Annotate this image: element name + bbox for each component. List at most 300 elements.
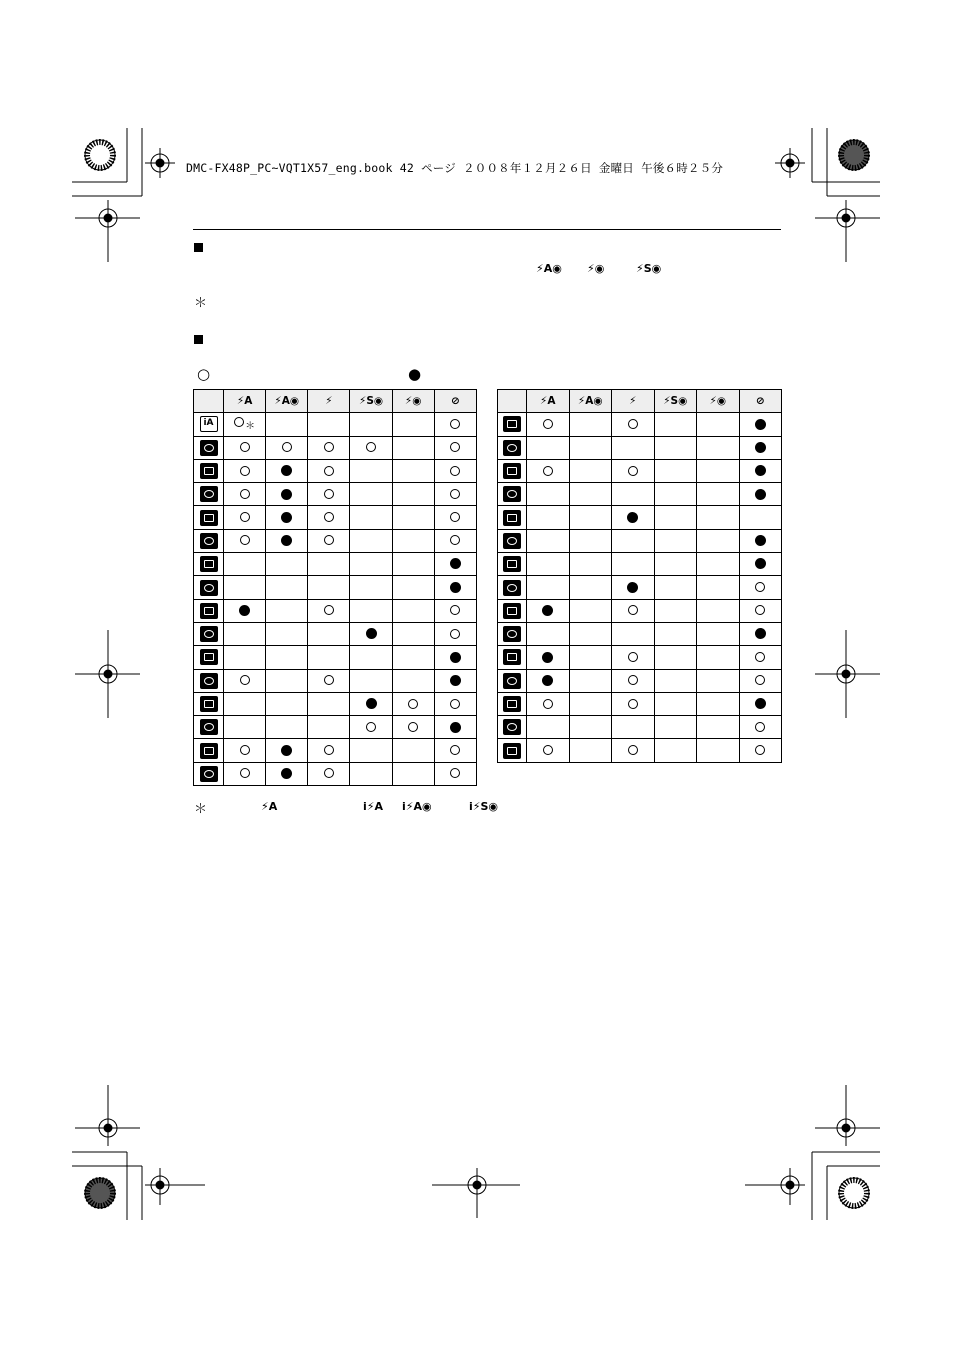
mode-cell [654, 692, 697, 715]
col-slow-sync-redeye: ⚡S◉ [654, 390, 697, 413]
soft-skin-icon [200, 486, 218, 502]
scene-cell [498, 506, 527, 529]
available-mark [324, 768, 334, 778]
available-mark [755, 722, 765, 732]
available-mark [366, 442, 376, 452]
mode-cell [224, 739, 266, 762]
available-mark [755, 652, 765, 662]
available-mark [240, 489, 250, 499]
available-mark [628, 605, 638, 615]
mode-cell [434, 599, 476, 622]
table-row [194, 436, 477, 459]
mode-cell [266, 506, 308, 529]
default-mark [450, 675, 461, 686]
legend-filled-circle: ● [408, 365, 422, 383]
mode-cell [392, 622, 434, 645]
available-mark [324, 466, 334, 476]
section-bullet [194, 243, 203, 252]
table-row [498, 506, 782, 529]
mode-cell [224, 483, 266, 506]
panorama-icon [200, 580, 218, 596]
mode-cell [266, 739, 308, 762]
scene-cell [194, 436, 224, 459]
mode-cell [350, 436, 392, 459]
scene-cell [498, 483, 527, 506]
available-mark [628, 419, 638, 429]
footnote-asterisk: ＊ [194, 802, 208, 817]
flash-right-table [497, 389, 782, 763]
mode-cell [308, 739, 350, 762]
table-row [194, 506, 477, 529]
mode-cell [350, 553, 392, 576]
table-row [194, 716, 477, 739]
mode-cell [654, 483, 697, 506]
mode-cell [739, 553, 782, 576]
mode-cell [350, 506, 392, 529]
mode-cell [224, 506, 266, 529]
scene-cell [498, 692, 527, 715]
table-row [498, 646, 782, 669]
scene-cell [194, 622, 224, 645]
available-mark [543, 466, 553, 476]
available-mark [324, 605, 334, 615]
table-row [498, 436, 782, 459]
mode-cell [697, 739, 740, 762]
table-row [498, 576, 782, 599]
available-mark [324, 442, 334, 452]
mode-cell [739, 506, 782, 529]
col-slow-sync-redeye: ⚡S◉ [350, 390, 392, 413]
food-icon [200, 673, 218, 689]
mode-cell [266, 646, 308, 669]
aerial-icon [503, 626, 521, 642]
available-mark [628, 652, 638, 662]
mode-cell [739, 622, 782, 645]
col-forced-on: ⚡ [308, 390, 350, 413]
pet-icon [503, 416, 521, 432]
available-mark [543, 745, 553, 755]
table-row [498, 599, 782, 622]
mode-cell [434, 692, 476, 715]
flash-icon-2: ⚡◉ [587, 262, 605, 275]
mode-cell [697, 436, 740, 459]
mode-cell [527, 529, 570, 552]
scene-cell [498, 599, 527, 622]
mode-cell [224, 436, 266, 459]
default-mark [450, 652, 461, 663]
table-row [194, 622, 477, 645]
portrait-icon [200, 463, 218, 479]
mode-cell [697, 622, 740, 645]
mode-cell [350, 622, 392, 645]
mode-cell [654, 529, 697, 552]
mode-cell [266, 553, 308, 576]
mode-cell [350, 483, 392, 506]
scene-cell [498, 716, 527, 739]
scene-cell [498, 622, 527, 645]
flash-burst-icon [503, 510, 521, 526]
scene-cell [194, 692, 224, 715]
mode-cell [654, 436, 697, 459]
mode-cell [527, 716, 570, 739]
mode-cell [569, 739, 612, 762]
footnote-icon-3: i⚡A◉ [402, 800, 432, 813]
scene-cell [498, 413, 527, 436]
mode-cell [739, 413, 782, 436]
scene-cell [194, 646, 224, 669]
mode-cell [569, 459, 612, 482]
high-sensitivity-icon [503, 463, 521, 479]
mode-cell [308, 622, 350, 645]
default-mark [755, 628, 766, 639]
mode-cell [392, 646, 434, 669]
mode-cell [654, 506, 697, 529]
mode-cell [392, 553, 434, 576]
mode-cell [266, 622, 308, 645]
fireworks-icon [503, 556, 521, 572]
mode-cell [527, 692, 570, 715]
mode-cell [350, 692, 392, 715]
mode-cell [612, 646, 655, 669]
footnote-icon-1: ⚡A [261, 800, 278, 813]
mode-cell [654, 739, 697, 762]
available-mark [240, 675, 250, 685]
default-mark [755, 442, 766, 453]
default-mark [755, 698, 766, 709]
available-mark [408, 699, 418, 709]
mode-cell [569, 576, 612, 599]
scene-cell [498, 646, 527, 669]
table-row [194, 529, 477, 552]
default-mark [627, 582, 638, 593]
footnote-icon-2: i⚡A [363, 800, 384, 813]
mode-cell [569, 483, 612, 506]
mode-cell [612, 459, 655, 482]
mode-cell [350, 739, 392, 762]
col-forced-off: ⊘ [739, 390, 782, 413]
default-mark [450, 722, 461, 733]
mode-cell [308, 692, 350, 715]
mode-cell [266, 692, 308, 715]
asterisk-mark: ＊ [245, 420, 256, 432]
available-mark [450, 442, 460, 452]
mode-cell [654, 459, 697, 482]
mode-cell [350, 576, 392, 599]
file-header: DMC-FX48P_PC~VQT1X57_eng.book 42 ページ ２００８年１２月２６日 金曜日 午後６時２５分 [186, 161, 724, 175]
table-row [194, 669, 477, 692]
scene-cell [194, 762, 224, 785]
night-portrait-icon [200, 626, 218, 642]
mode-cell [569, 436, 612, 459]
hi-speed-burst-icon [503, 486, 521, 502]
default-mark [281, 489, 292, 500]
mode-cell [392, 529, 434, 552]
mode-cell [654, 669, 697, 692]
mode-cell [612, 413, 655, 436]
mode-cell [527, 599, 570, 622]
mode-cell [392, 506, 434, 529]
mode-cell [654, 413, 697, 436]
mode-cell [527, 459, 570, 482]
table-row [498, 529, 782, 552]
table-row [194, 483, 477, 506]
mode-cell [527, 413, 570, 436]
mode-cell [434, 646, 476, 669]
default-mark [755, 558, 766, 569]
available-mark [240, 442, 250, 452]
mode-cell [697, 646, 740, 669]
mode-cell [266, 483, 308, 506]
sports-icon [200, 603, 218, 619]
table-row [498, 483, 782, 506]
available-mark [543, 699, 553, 709]
mode-cell [569, 529, 612, 552]
mode-cell [569, 599, 612, 622]
mode-cell [434, 622, 476, 645]
mode-cell [392, 459, 434, 482]
default-mark [755, 465, 766, 476]
available-mark [282, 442, 292, 452]
mode-cell [612, 576, 655, 599]
mode-cell [434, 762, 476, 785]
available-mark [450, 699, 460, 709]
mode-cell [569, 506, 612, 529]
scene-cell [194, 716, 224, 739]
scene-cell [194, 669, 224, 692]
default-mark [281, 465, 292, 476]
baby2-icon [200, 766, 218, 782]
available-mark [324, 512, 334, 522]
mode-cell [266, 716, 308, 739]
available-mark [755, 605, 765, 615]
mode-cell [569, 716, 612, 739]
mode-cell [434, 553, 476, 576]
available-mark [755, 745, 765, 755]
available-mark [450, 489, 460, 499]
mode-cell [392, 599, 434, 622]
beach-icon [503, 580, 521, 596]
table-row [194, 599, 477, 622]
available-mark [324, 745, 334, 755]
mode-cell [739, 646, 782, 669]
mode-cell [350, 459, 392, 482]
mode-cell [739, 599, 782, 622]
mode-cell [612, 599, 655, 622]
mode-cell [266, 436, 308, 459]
scene-cell [498, 739, 527, 762]
mode-cell [308, 716, 350, 739]
mode-cell [612, 716, 655, 739]
mode-cell [224, 646, 266, 669]
mode-cell [612, 669, 655, 692]
mode-cell [569, 553, 612, 576]
scene-cell [498, 436, 527, 459]
mode-cell [308, 483, 350, 506]
available-mark [450, 768, 460, 778]
flash-left-table [193, 389, 477, 786]
transform-icon [200, 533, 218, 549]
mode-cell [697, 506, 740, 529]
default-mark [755, 489, 766, 500]
scene-cell [194, 506, 224, 529]
mode-cell [739, 716, 782, 739]
table-row [498, 739, 782, 762]
mode-cell [697, 599, 740, 622]
col-auto-redeye: ⚡A◉ [569, 390, 612, 413]
party-icon [200, 696, 218, 712]
table-row [498, 716, 782, 739]
col-forced-on: ⚡ [612, 390, 655, 413]
sunset-icon [503, 440, 521, 456]
mode-cell [612, 553, 655, 576]
mode-cell [527, 506, 570, 529]
available-mark [543, 419, 553, 429]
mode-cell [308, 459, 350, 482]
mode-cell [308, 576, 350, 599]
mode-cell [308, 436, 350, 459]
mode-cell [266, 669, 308, 692]
available-mark [628, 675, 638, 685]
default-mark [755, 419, 766, 430]
mode-cell [654, 622, 697, 645]
mode-cell [612, 739, 655, 762]
mode-cell [224, 599, 266, 622]
mode-cell [308, 646, 350, 669]
mode-cell [527, 553, 570, 576]
flash-icon-1: ⚡A◉ [536, 262, 562, 275]
mode-cell [697, 576, 740, 599]
mode-cell [527, 669, 570, 692]
scene-cell [194, 576, 224, 599]
mode-cell [266, 599, 308, 622]
table-row [194, 553, 477, 576]
mode-cell [569, 692, 612, 715]
scene-cell [194, 483, 224, 506]
flash-icon-3: ⚡S◉ [636, 262, 662, 275]
corner-cell [498, 390, 527, 413]
table-row [194, 413, 477, 436]
col-forced-off: ⊘ [434, 390, 476, 413]
mode-cell [266, 576, 308, 599]
mode-cell [434, 739, 476, 762]
motion-picture-icon [503, 719, 521, 735]
clipboard-icon [503, 743, 521, 759]
scene-cell [498, 669, 527, 692]
table-row [194, 762, 477, 785]
mode-cell [739, 576, 782, 599]
available-mark [755, 675, 765, 685]
footnote-icon-4: i⚡S◉ [469, 800, 499, 813]
mode-cell [569, 622, 612, 645]
available-mark [755, 582, 765, 592]
night-scenery-icon [200, 649, 218, 665]
col-auto: ⚡A [224, 390, 266, 413]
mode-cell [739, 739, 782, 762]
table-row [194, 576, 477, 599]
iA-icon: iA [200, 416, 218, 432]
scene-cell [194, 739, 224, 762]
mode-cell [224, 576, 266, 599]
mode-cell [612, 692, 655, 715]
table-row [498, 413, 782, 436]
mode-cell [527, 646, 570, 669]
mode-cell [392, 413, 434, 436]
mode-cell [527, 436, 570, 459]
table-row [194, 739, 477, 762]
default-mark [281, 535, 292, 546]
mode-cell [739, 436, 782, 459]
default-mark [281, 768, 292, 779]
available-mark [628, 466, 638, 476]
default-mark [239, 605, 250, 616]
mode-cell [224, 669, 266, 692]
mode-cell [527, 483, 570, 506]
default-mark [542, 605, 553, 616]
mode-cell [224, 716, 266, 739]
mode-cell [224, 692, 266, 715]
available-mark [450, 466, 460, 476]
default-mark [627, 512, 638, 523]
mode-cell [392, 692, 434, 715]
available-mark [240, 768, 250, 778]
mode-cell [434, 436, 476, 459]
mode-cell [527, 622, 570, 645]
mode-cell [654, 599, 697, 622]
mode-cell [224, 622, 266, 645]
asterisk-note: ＊ [194, 296, 208, 311]
mode-cell [739, 692, 782, 715]
default-mark [366, 628, 377, 639]
table-row [194, 692, 477, 715]
mode-cell [392, 483, 434, 506]
col-forced-redeye: ⚡◉ [392, 390, 434, 413]
mode-cell [308, 762, 350, 785]
default-mark [450, 582, 461, 593]
mode-cell [697, 529, 740, 552]
mode-cell [697, 692, 740, 715]
mode-cell [350, 669, 392, 692]
mode-cell [350, 413, 392, 436]
default-mark [281, 512, 292, 523]
mode-cell [569, 669, 612, 692]
default-mark [542, 652, 553, 663]
mode-cell [266, 413, 308, 436]
section-bullet-2 [194, 335, 203, 344]
mode-cell [308, 669, 350, 692]
mode-cell [266, 762, 308, 785]
mode-cell [350, 529, 392, 552]
default-mark [281, 745, 292, 756]
mode-cell [434, 669, 476, 692]
pin-hole-icon [503, 649, 521, 665]
mode-cell [308, 529, 350, 552]
mode-cell [266, 529, 308, 552]
scene-cell [498, 553, 527, 576]
available-mark [450, 745, 460, 755]
mode-cell [224, 762, 266, 785]
mode-cell [697, 716, 740, 739]
mode-cell [308, 553, 350, 576]
mode-cell [739, 483, 782, 506]
mode-cell [739, 529, 782, 552]
film-grain-icon [503, 673, 521, 689]
available-mark [628, 699, 638, 709]
scene-cell [194, 459, 224, 482]
mode-cell [697, 483, 740, 506]
default-mark [755, 535, 766, 546]
starry-sky-icon [503, 533, 521, 549]
available-mark [240, 535, 250, 545]
